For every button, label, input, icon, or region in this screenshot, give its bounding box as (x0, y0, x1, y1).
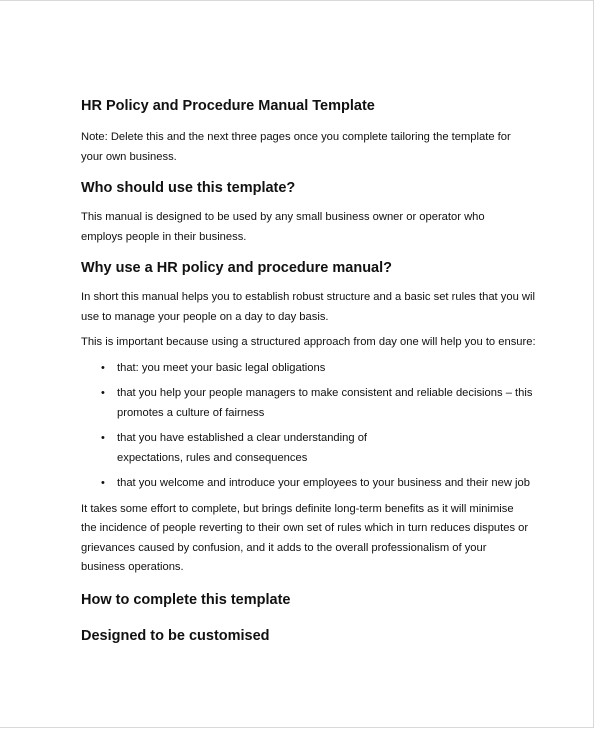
list-item-text: that you help your people managers to make consistent and reliable decisions – this promotes a culture of fairness (117, 387, 533, 419)
why-paragraph-2: This is important because using a structured approach from day one will help you to ensure: (81, 336, 536, 348)
document-title: HR Policy and Procedure Manual Template (81, 98, 375, 114)
section-heading-customised: Designed to be customised (81, 627, 270, 644)
bullet-marker: • (101, 387, 105, 399)
section-heading-who: Who should use this template? (81, 180, 296, 196)
section-heading-how: How to complete this template (81, 591, 291, 608)
list-item (81, 429, 533, 468)
list-item (81, 359, 533, 379)
list-item-text: that you have established a clear understanding of expectations, rules and consequences (117, 432, 368, 464)
section-heading-why: Why use a HR policy and procedure manual? (81, 260, 393, 276)
bullet-marker: • (101, 432, 105, 444)
list-item (81, 384, 533, 423)
note-paragraph: Note: Delete this and the next three pages once you complete tailoring the template for your own business. (81, 131, 511, 163)
bullet-marker: • (101, 477, 105, 489)
list-item-text: that: you meet your basic legal obligations (117, 361, 326, 374)
list-item-text: that you welcome and introduce your employees to your business and their new job (117, 477, 530, 489)
list-item (81, 474, 533, 494)
who-paragraph: This manual is designed to be used by any small business owner or operator who employs people in their business. (81, 211, 485, 243)
closing-paragraph: It takes some effort to complete, but brings definite long-term benefits as it will minimise the incidence of people reverting to their own set of rules which in turn reduces disputes or grievances caused by confusion, and it adds to the overall professionalism of your business operations. (81, 502, 529, 573)
ensure-list (81, 359, 533, 494)
document-content (81, 97, 536, 645)
bullet-marker: • (101, 361, 105, 374)
why-paragraph-1: In short this manual helps you to establish robust structure and a basic set rules that you wil use to manage your people on a day to day basis. (81, 291, 535, 323)
